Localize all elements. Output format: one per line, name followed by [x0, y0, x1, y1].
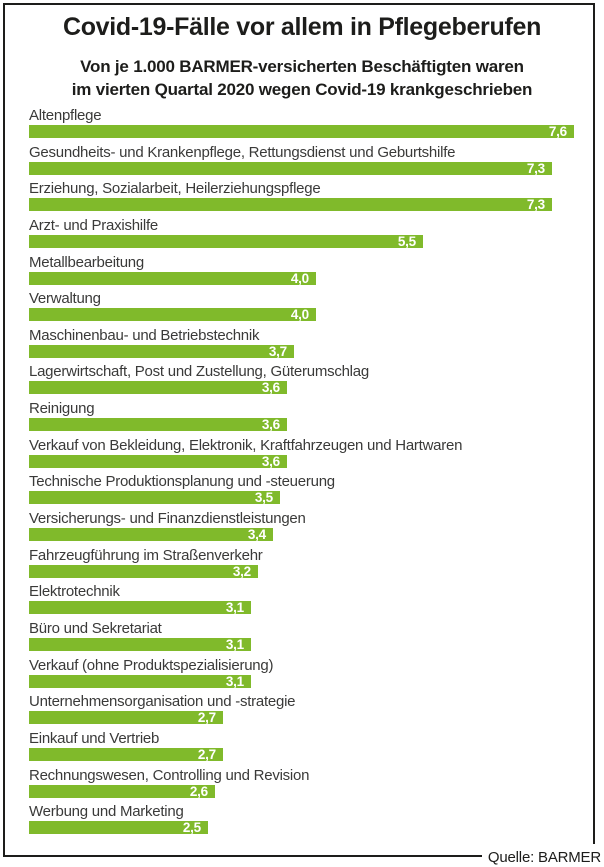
bar-row	[29, 327, 595, 364]
bar-row	[29, 693, 595, 730]
bar-row	[29, 583, 595, 620]
bar-category-label: Unternehmensorganisation und -strategie	[29, 693, 296, 711]
bar	[29, 528, 273, 541]
bar-value-label: 2,7	[197, 746, 216, 762]
bar-category-label: Gesundheits- und Krankenpflege, Rettungsdienst und Geburtshilfe	[29, 143, 456, 161]
bar-value-label: 3,2	[232, 563, 251, 579]
bar-row	[29, 803, 595, 840]
bar-value-label: 3,1	[225, 636, 244, 652]
bar	[29, 675, 251, 688]
bar-value-label: 3,7	[268, 343, 287, 359]
chart-title: Covid-19-Fälle vor allem in Pflegeberufen	[62, 13, 542, 41]
bar	[29, 711, 223, 724]
bar-category-label: Verkauf von Bekleidung, Elektronik, Kraftfahrzeugen und Hartwaren	[29, 436, 463, 454]
bar	[29, 125, 574, 138]
bar	[29, 748, 223, 761]
bar-category-label: Metallbearbeitung	[29, 253, 144, 271]
bar	[29, 418, 287, 431]
bar-value-label: 4,0	[290, 270, 309, 286]
bar-category-label: Einkauf und Vertrieb	[29, 729, 160, 747]
bar	[29, 601, 251, 614]
bar-category-label: Technische Produktionsplanung und -steuerung	[29, 473, 335, 491]
bar	[29, 235, 423, 248]
bar-row	[29, 437, 595, 474]
bar-row	[29, 547, 595, 584]
bar-category-label: Arzt- und Praxishilfe	[29, 216, 158, 234]
bar	[29, 162, 552, 175]
bar-value-label: 2,7	[197, 710, 216, 726]
bar-value-label: 3,1	[225, 673, 244, 689]
bar-category-label: Versicherungs- und Finanzdienstleistungen	[29, 510, 306, 528]
bar-value-label: 2,5	[182, 820, 201, 836]
bar	[29, 198, 552, 211]
bar	[29, 638, 251, 651]
bar-category-label: Elektrotechnik	[29, 583, 120, 601]
bar-row	[29, 363, 595, 400]
bar-category-label: Büro und Sekretariat	[29, 619, 162, 637]
bar-category-label: Werbung und Marketing	[29, 803, 184, 821]
bar-value-label: 5,5	[397, 233, 416, 249]
chart-subtitle-line-1: Von je 1.000 BARMER-versicherten Beschäftigten waren	[80, 57, 524, 76]
bar-row	[29, 144, 595, 181]
source-credit: Quelle: BARMER	[482, 844, 603, 866]
bar-category-label: Lagerwirtschaft, Post und Zustellung, Güterumschlag	[29, 363, 369, 381]
bar-row	[29, 180, 595, 217]
bar-row	[29, 107, 595, 144]
bar	[29, 821, 208, 834]
bar	[29, 272, 316, 285]
chart-subtitle-line-2: im vierten Quartal 2020 wegen Covid-19 krankgeschrieben	[71, 80, 533, 99]
bar-row	[29, 767, 595, 804]
bar-category-label: Reinigung	[29, 400, 95, 418]
bar-row	[29, 217, 595, 254]
bar-category-label: Verwaltung	[29, 290, 101, 308]
bar	[29, 345, 294, 358]
bar-value-label: 3,4	[247, 527, 266, 543]
bar-category-label: Maschinenbau- und Betriebstechnik	[29, 326, 260, 344]
bar-value-label: 3,1	[225, 600, 244, 616]
bar-value-label: 3,6	[261, 380, 280, 396]
bar-row	[29, 657, 595, 694]
bar-category-label: Altenpflege	[29, 107, 102, 124]
bar-value-label: 3,6	[261, 417, 280, 433]
bar-category-label: Fahrzeugführung im Straßenverkehr	[29, 546, 263, 564]
bar-row	[29, 473, 595, 510]
bar-category-label: Verkauf (ohne Produktspezialisierung)	[29, 656, 274, 674]
bar-value-label: 7,3	[526, 160, 545, 176]
bar-row	[29, 620, 595, 657]
bar-chart	[29, 107, 595, 840]
bar	[29, 785, 215, 798]
bar-row	[29, 730, 595, 767]
bar-category-label: Rechnungswesen, Controlling und Revision	[29, 766, 310, 784]
bar-row	[29, 290, 595, 327]
bar-value-label: 3,5	[254, 490, 273, 506]
bar-row	[29, 254, 595, 291]
bar	[29, 381, 287, 394]
bar	[29, 491, 280, 504]
bar-row	[29, 400, 595, 437]
bar-value-label: 4,0	[290, 307, 309, 323]
bar-value-label: 7,3	[526, 197, 545, 213]
chart-subtitle	[0, 55, 604, 101]
bar-category-label: Erziehung, Sozialarbeit, Heilerziehungspflege	[29, 180, 321, 198]
bar-row	[29, 510, 595, 547]
bar	[29, 565, 258, 578]
bar	[29, 455, 287, 468]
bar-value-label: 3,6	[261, 453, 280, 469]
bar-value-label: 7,6	[548, 124, 567, 139]
bar	[29, 308, 316, 321]
bar-value-label: 2,6	[189, 783, 208, 799]
